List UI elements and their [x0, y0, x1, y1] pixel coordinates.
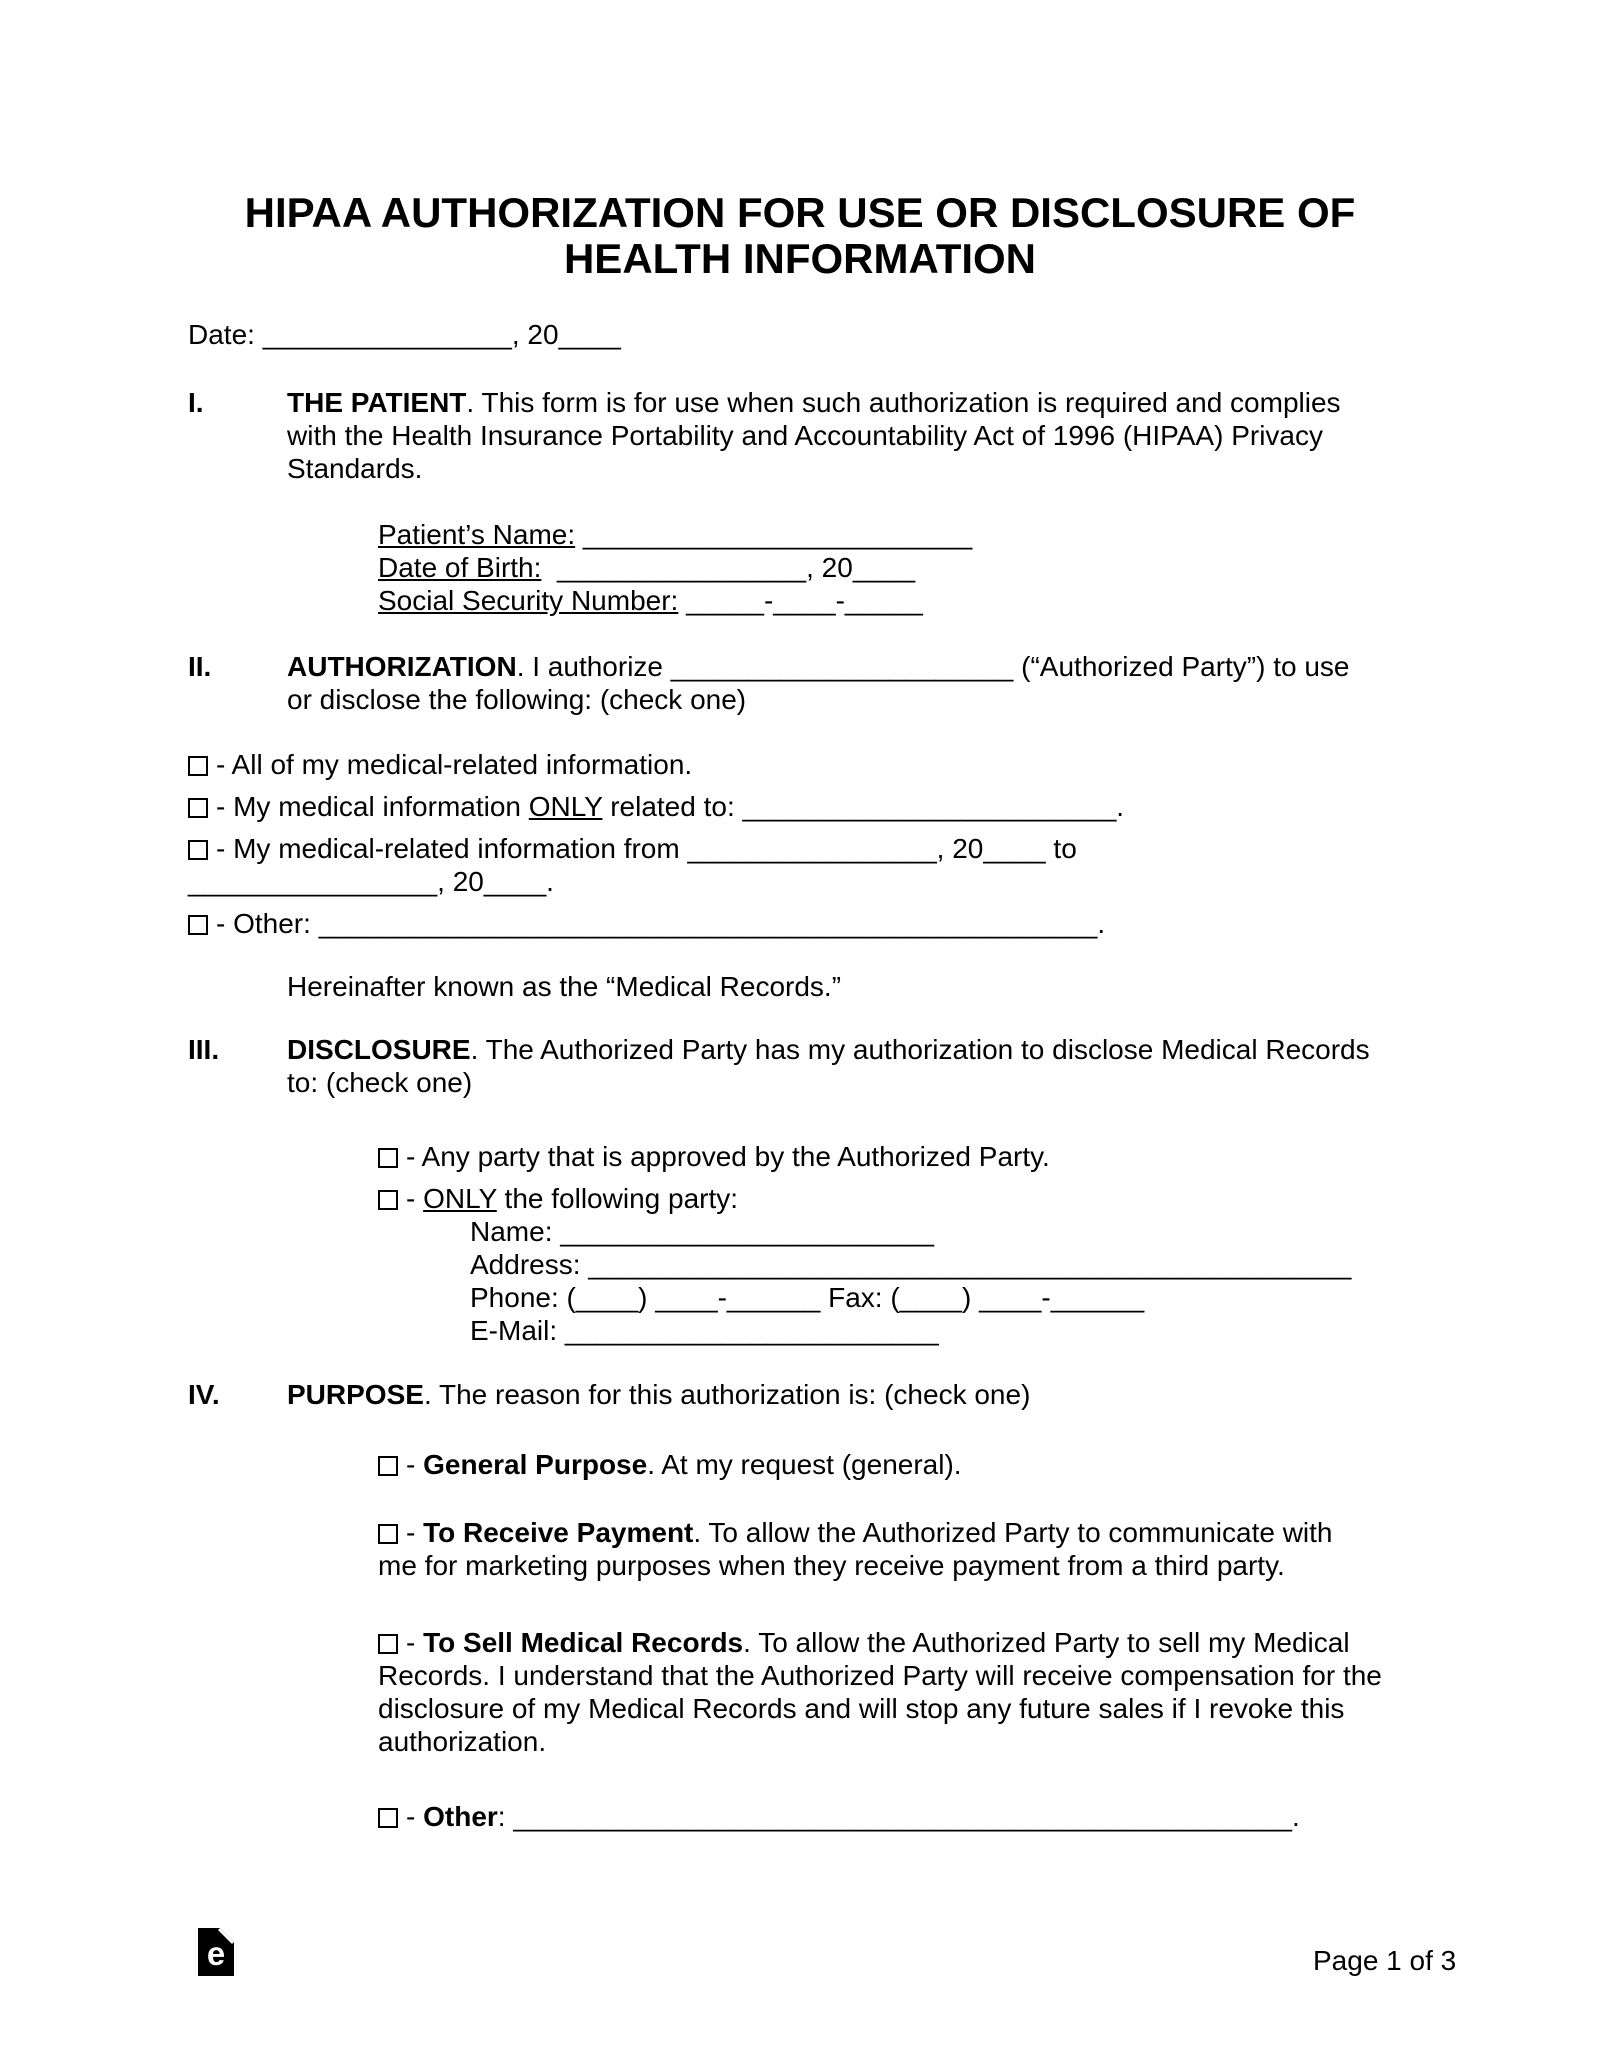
patient-line-1-text: . This form is for use when such authorization is required and complies — [466, 387, 1341, 418]
date-line — [188, 318, 1412, 351]
eforms-logo-letter: e — [206, 1935, 226, 1972]
purpose-option-other — [378, 1800, 1412, 1833]
authorization-option-range-line-1 — [188, 832, 1412, 865]
fax-dash: - — [1041, 1282, 1051, 1313]
patient-line-3: Standards. — [287, 453, 423, 484]
authorization-option-other-pre: - Other: — [216, 908, 319, 939]
purpose-option-sell-pre: - — [406, 1627, 424, 1658]
authorization-checkbox-only[interactable] — [188, 798, 208, 818]
disclosure-option-only-pre: - — [406, 1183, 424, 1214]
title-line-2: HEALTH INFORMATION — [563, 235, 1037, 282]
phone-close-paren: ) — [638, 1282, 656, 1313]
purpose-option-payment-bold: To Receive Payment — [423, 1517, 694, 1548]
party-name-field — [470, 1215, 1412, 1248]
range-to-year-prefix: , 20 — [437, 866, 484, 897]
authorization-option-only-pre: - My medical information — [216, 791, 529, 822]
purpose-option-sell-line-1 — [378, 1626, 1412, 1659]
section-patient — [188, 386, 1412, 485]
fax-line-blank[interactable]: ______ — [1050, 1282, 1145, 1313]
disclosure-checkbox-any-party[interactable] — [378, 1148, 398, 1168]
purpose-checkbox-general[interactable] — [378, 1456, 398, 1476]
section-disclosure-number: III. — [188, 1034, 220, 1065]
authorization-line-1-rest: (“Authorized Party”) to use — [1013, 651, 1350, 682]
authorization-option-only — [188, 790, 1412, 823]
purpose-option-sell-line-3: disclosure of my Medical Records and will stop any future sales if I revoke this — [378, 1693, 1345, 1724]
section-authorization-number: II. — [188, 651, 212, 682]
authorized-party-blank[interactable]: ______________________ — [670, 651, 1014, 682]
section-authorization — [188, 650, 1412, 716]
fax-prefix-blank[interactable]: ____ — [979, 1282, 1042, 1313]
fax-close-paren: ) — [961, 1282, 980, 1313]
authorization-checkbox-range[interactable] — [188, 840, 208, 860]
patient-name-field — [378, 518, 1412, 551]
disclosure-line-1-text: . The Authorized Party has my authorization to disclose Medical Records — [470, 1034, 1370, 1065]
date-year-prefix: , 20 — [511, 319, 559, 350]
patient-dob-year-blank[interactable]: ____ — [852, 552, 916, 583]
disclosure-option-only-rest: the following party: — [496, 1183, 739, 1214]
authorization-checkbox-other[interactable] — [188, 915, 208, 935]
range-from-date-blank[interactable]: ________________ — [687, 833, 937, 864]
patient-ssn-field — [378, 584, 1412, 617]
purpose-option-other-colon: : — [497, 1801, 514, 1832]
party-email-blank[interactable]: ________________________ — [564, 1315, 939, 1346]
purpose-option-sell-bold: To Sell Medical Records — [423, 1627, 744, 1658]
authorization-option-all-text: - All of my medical-related information. — [216, 749, 693, 780]
disclosure-line-2: to: (check one) — [287, 1067, 473, 1098]
authorization-option-all — [188, 748, 1412, 781]
section-purpose-number: IV. — [188, 1379, 220, 1410]
disclosure-party-fields — [470, 1215, 1412, 1347]
range-from-year-prefix: , 20 — [936, 833, 984, 864]
phone-dash: - — [717, 1282, 727, 1313]
purpose-option-sell-rest: . To allow the Authorized Party to sell my Medical — [743, 1627, 1350, 1658]
authorization-option-range — [188, 832, 1412, 898]
patient-ssn-blank[interactable]: _____-____-_____ — [678, 585, 923, 616]
authorization-line-1-pre: . I authorize — [516, 651, 671, 682]
party-address-field — [470, 1248, 1412, 1281]
party-phone-fax-field — [470, 1281, 1412, 1314]
patient-dob-label: Date of Birth: — [378, 552, 542, 583]
party-address-label: Address: — [470, 1249, 589, 1280]
patient-line-2: with the Health Insurance Portability and Accountability Act of 1996 (HIPAA) Privacy — [287, 420, 1323, 451]
purpose-option-other-pre: - — [406, 1801, 424, 1832]
patient-fields — [378, 518, 1412, 617]
party-phone-label: Phone: ( — [470, 1282, 576, 1313]
patient-dob-year-prefix: , 20 — [806, 552, 853, 583]
disclosure-heading: DISCLOSURE — [287, 1034, 471, 1065]
purpose-option-payment-pre: - — [406, 1517, 424, 1548]
authorization-option-other — [188, 907, 1412, 940]
document-title — [188, 190, 1412, 282]
authorization-option-only-mid: related to: — [602, 791, 743, 822]
purpose-line-1-text: . The reason for this authorization is: (check one) — [423, 1379, 1031, 1410]
section-purpose — [188, 1378, 1412, 1411]
purpose-option-payment-rest: . To allow the Authorized Party to communicate with — [693, 1517, 1333, 1548]
authorization-options — [188, 748, 1412, 940]
authorization-option-other-end: . — [1097, 908, 1106, 939]
purpose-option-sell-line-2: Records. I understand that the Authorized Party will receive compensation for the — [378, 1660, 1382, 1691]
party-name-label: Name: — [470, 1216, 561, 1247]
hereinafter-note: Hereinafter known as the “Medical Records.” — [287, 971, 842, 1002]
purpose-other-blank[interactable]: __________________________________________________ — [513, 1801, 1292, 1832]
purpose-line-1 — [287, 1378, 1412, 1411]
authorization-option-range-pre: - My medical-related information from — [216, 833, 688, 864]
purpose-option-general-rest: . At my request (general). — [647, 1449, 962, 1480]
authorization-option-only-end: . — [1116, 791, 1125, 822]
date-label: Date: — [188, 319, 263, 350]
document-content — [188, 190, 1412, 1833]
purpose-heading: PURPOSE — [287, 1379, 424, 1410]
title-line-1: HIPAA AUTHORIZATION FOR USE OR DISCLOSURE OF — [244, 189, 1356, 236]
section-disclosure-body — [287, 1033, 1412, 1099]
purpose-option-other-bold: Other — [423, 1801, 498, 1832]
purpose-checkbox-sell-records[interactable] — [378, 1634, 398, 1654]
patient-name-label: Patient’s Name: — [378, 519, 576, 550]
patient-name-blank[interactable]: _________________________ — [575, 519, 973, 550]
purpose-option-payment-line-2: me for marketing purposes when they receive payment from a third party. — [378, 1550, 1285, 1581]
disclosure-options — [188, 1140, 1412, 1347]
phone-line-blank[interactable]: ______ — [726, 1282, 821, 1313]
party-fax-label: Fax: ( — [820, 1282, 900, 1313]
range-to-year-blank[interactable]: ____ — [483, 866, 547, 897]
party-email-field — [470, 1314, 1412, 1347]
patient-heading: THE PATIENT — [287, 387, 467, 418]
authorization-line-1 — [287, 650, 1412, 683]
section-disclosure — [188, 1033, 1412, 1099]
disclosure-line-1 — [287, 1033, 1412, 1066]
purpose-option-other-end: . — [1291, 1801, 1300, 1832]
patient-ssn-label: Social Security Number: — [378, 585, 679, 616]
date-blank[interactable]: ________________ — [262, 319, 512, 350]
eforms-logo — [198, 1928, 234, 1976]
authorization-line-2: or disclose the following: (check one) — [287, 684, 747, 715]
disclosure-option-any — [378, 1140, 1412, 1173]
purpose-option-general-bold: General Purpose — [423, 1449, 648, 1480]
authorization-option-range-end: . — [546, 866, 554, 897]
party-email-label: E-Mail: — [470, 1315, 565, 1346]
section-purpose-body — [287, 1378, 1412, 1411]
purpose-option-general-pre: - — [406, 1449, 424, 1480]
disclosure-option-only — [378, 1182, 1412, 1215]
disclosure-option-only-word: ONLY — [423, 1183, 497, 1214]
disclosure-option-any-text: - Any party that is approved by the Authorized Party. — [406, 1141, 1050, 1172]
party-name-blank[interactable]: ________________________ — [560, 1216, 934, 1247]
party-address-blank[interactable]: _________________________________________________ — [588, 1249, 1352, 1280]
section-patient-body — [287, 386, 1412, 485]
section-patient-number: I. — [188, 387, 204, 418]
authorization-option-only-word: ONLY — [528, 791, 603, 822]
purpose-option-general — [378, 1448, 1412, 1481]
fax-area-blank[interactable]: ____ — [899, 1282, 962, 1313]
patient-dob-blank[interactable]: ________________ — [541, 552, 807, 583]
purpose-option-payment — [378, 1516, 1412, 1582]
purpose-option-sell-line-4: authorization. — [378, 1726, 547, 1757]
authorization-option-range-line-2 — [188, 865, 1412, 898]
patient-dob-field — [378, 551, 1412, 584]
purpose-checkbox-other[interactable] — [378, 1808, 398, 1828]
phone-area-blank[interactable]: ____ — [575, 1282, 639, 1313]
disclosure-checkbox-only-party[interactable] — [378, 1190, 398, 1210]
only-related-blank[interactable]: ________________________ — [742, 791, 1117, 822]
page-number: Page 1 of 3 — [1313, 1945, 1457, 1976]
range-from-year-blank[interactable]: ____ — [983, 833, 1046, 864]
purpose-option-sell — [378, 1626, 1412, 1758]
authorization-other-blank[interactable]: __________________________________________________ — [318, 908, 1098, 939]
patient-line-1 — [287, 386, 1412, 419]
purpose-checkbox-payment[interactable] — [378, 1524, 398, 1544]
purpose-option-payment-line-1 — [378, 1516, 1412, 1549]
phone-prefix-blank[interactable]: ____ — [655, 1282, 718, 1313]
authorization-checkbox-all[interactable] — [188, 756, 208, 776]
authorization-heading: AUTHORIZATION — [287, 651, 517, 682]
range-to-word: to — [1045, 833, 1077, 864]
section-authorization-body — [287, 650, 1412, 716]
range-to-date-blank[interactable]: ________________ — [188, 866, 438, 897]
date-year-blank[interactable]: ____ — [558, 319, 621, 350]
